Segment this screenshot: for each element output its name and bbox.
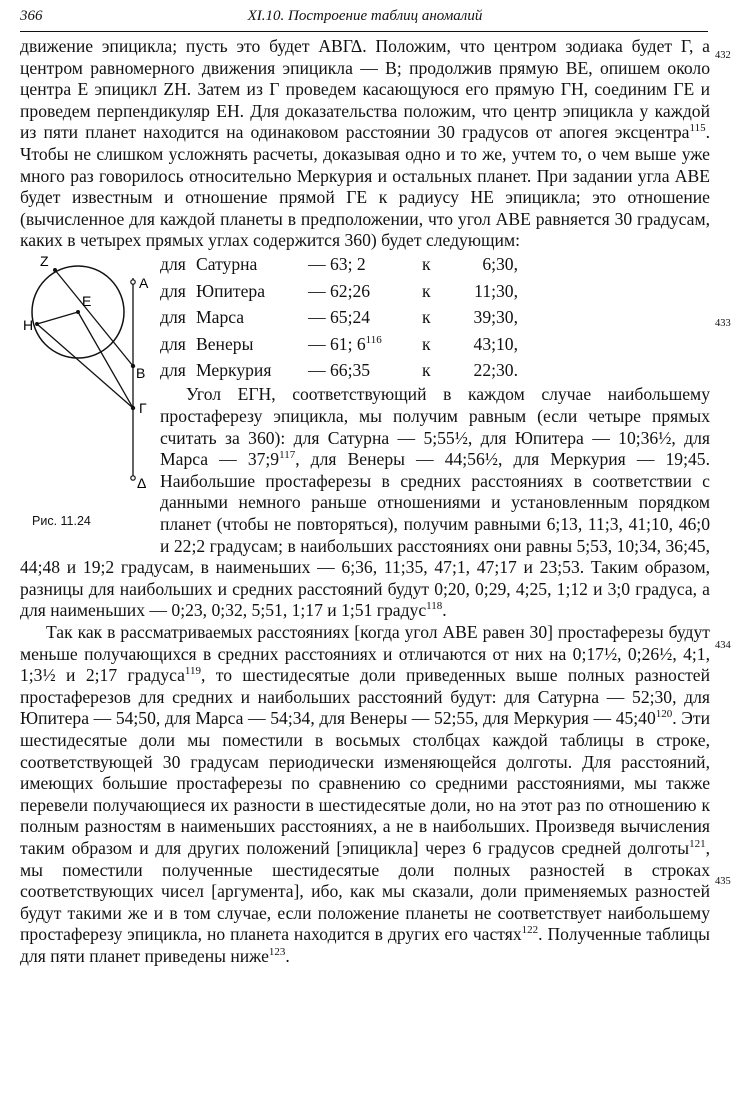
table-row: [160, 305, 518, 332]
label-a: A: [139, 274, 149, 291]
header-rule: [20, 31, 708, 32]
footnote-ref-120: 120: [655, 708, 673, 721]
paragraph-3-text-e: . Полученные таблицы для пяти планет приведены ниже: [20, 924, 710, 966]
table-cell: — 62;26: [308, 280, 371, 301]
table-cell: к: [422, 254, 431, 275]
table-cell: [308, 331, 422, 358]
paragraph-3-text-c: . Эти шестидесятые доли мы поместили в восьмых столбцах каждой таблицы в строке, соответствующей 30 градусам периодически изменяющейся долготы. Для расстояний, имеющих большие простаферезы по сравнению со средними расстояниями, мы также перевели получающиеся их разности в шестидесятые доли, но на этот раз по отношению к полным разностям в наименьших расстояниях, а не в наибольших. Произведя вычисления таким образом и для других положений [эпицикла] через 6 градусов средней долготы: [20, 708, 711, 858]
footnote-ref-117: 117: [279, 449, 296, 462]
paragraph-1: [20, 36, 710, 252]
margin-number: 433: [715, 318, 731, 329]
figure-11-24: [20, 256, 160, 544]
table-cell: 22;30.: [473, 360, 518, 381]
label-e: E: [82, 292, 92, 309]
line-g-h: [37, 324, 133, 408]
table-cell: — 63; 2: [308, 254, 366, 275]
line-g-e: [78, 312, 133, 408]
table-cell: 39;30,: [473, 307, 518, 328]
table-cell: для: [160, 254, 186, 275]
footnote-ref-123: 123: [268, 945, 286, 958]
running-header: [20, 6, 710, 30]
figure-caption: Рис. 11.24: [32, 513, 91, 528]
page-number: 366: [20, 8, 43, 24]
header-title: XI.10. Построение таблиц аномалий: [247, 8, 483, 24]
table-row: [160, 278, 518, 305]
paragraph-1-text-a: движение эпицикла; пусть это будет ΑΒΓΔ. Положим, что центром зодиака будет Γ, а центром равномерного движения эпицикла — B; продолжив прямую BE, опишем около центра E эпицикл ZH. Затем из Γ проведем касающуюся его прямую ΓH, соединим ΓE и проведем перпендикуляр EH. Для доказательства положим, что центр эпицикла у каждой из пяти планет находится на одинаковом расстоянии 30 градусов от апогея эксцентра: [20, 36, 710, 143]
ratio-value: — 61; 6: [308, 333, 366, 354]
footnote-ref-122: 122: [521, 924, 539, 937]
paragraph-3: [20, 622, 710, 968]
table-cell: для: [160, 307, 186, 328]
label-h: H: [23, 316, 34, 333]
table-cell: Юпитера: [196, 280, 266, 301]
footnote-ref-118: 118: [426, 600, 443, 613]
paragraph-3-text-a: Так как в рассматриваемых расстояниях [когда угол ΑΒΕ равен 30] простаферезы будут меньше получающихся в средних расстояниях и отличаются от них на 0;17½, 0;26½, 4;1, 1;3½ и 2;17 градуса: [20, 621, 710, 686]
table-row: [160, 331, 518, 358]
footnote-ref-116: 116: [365, 333, 382, 346]
paragraph-1-text-b: . Чтобы не слишком усложнять расчеты, доказывая одно и то же, учтем то, о чем выше уже много раз говорилось относительно Меркурия и остальных планет. При задании угла ΑΒΕ будет известным и отношение прямой ΓΕ к радиусу HE эпицикла; это отношение (вычисленное для каждой планеты в предположении, что угол ΑΒΕ равняется 30 градусам, каких в четырех прямых углах содержится 360) будет следующим:: [20, 122, 710, 251]
line-h-e: [37, 312, 78, 324]
table-cell: — 65;24: [308, 307, 371, 328]
paragraph-3-text-f: .: [285, 945, 290, 966]
paragraph-2-text-b: , для Венеры — 44;56½, для Меркурия — 19;45. Наибольшие простаферезы в средних расстояниях в соответствии с данными немного раньше отношениями и установленным порядком планет (чтобы не повторяться), получим равными 6;13, 11;3, 41;10, 46;0 и 22;2 градусам; в наибольших расстояниях они равны 5;53, 10;34, 36;45, 44;48 и 19;2 градусам, в наименьших — 6;36, 11;35, 47;1, 47;17 и 23;53. Таким образом, разницы для наибольших и средних расстояний будут 0;20, 0;29, 4;25, 1;12 и 3;0 градуса, а для наименьших — 0;23, 0;32, 5;51, 1;17 и 1;51 градус: [20, 449, 710, 621]
point-a: [131, 280, 135, 284]
table-cell: Сатурна: [196, 254, 258, 275]
table-cell: Меркурия: [196, 360, 272, 381]
paragraph-2-text-c: .: [442, 600, 447, 621]
table-cell: к: [422, 333, 431, 354]
label-g: Γ: [139, 399, 147, 416]
table-cell: — 66;35: [308, 360, 371, 381]
ratio-table: [160, 252, 518, 385]
point-d: [131, 476, 135, 480]
line-b-z: [55, 270, 133, 366]
page-body: [20, 36, 710, 967]
point-z: [53, 268, 57, 272]
epicycle-diagram: [20, 256, 160, 506]
label-b: B: [136, 364, 146, 381]
point-g: [131, 406, 135, 410]
footnote-ref-119: 119: [184, 665, 202, 678]
point-e: [76, 310, 80, 314]
footnote-ref-121: 121: [689, 837, 706, 850]
margin-number: 435: [715, 876, 731, 887]
label-z: Z: [40, 255, 49, 269]
margin-number: 432: [715, 50, 731, 61]
table-cell: 6;30,: [482, 254, 518, 275]
table-cell: 11;30,: [474, 280, 518, 301]
paragraph-3-text-b: , то шестидесятые доли приведенных выше полных разностей простаферезов для средних и наибольших расстояний будут: для Сатурна — 52;30, для Юпитера — 54;50, для Марса — 54;34, для Венеры — 52;55, для Меркурия — 45;40: [20, 665, 710, 729]
table-cell: к: [422, 307, 431, 328]
table-row: [160, 358, 518, 385]
point-b: [131, 364, 135, 368]
margin-number: 434: [715, 640, 731, 651]
table-cell: к: [422, 280, 431, 301]
paragraph-3-text-d: , мы поместили полученные шестидесятые доли полных разностей в строках соответствующих чисел [аргумента], ибо, как мы сказали, доли применяемых разностей будут такими же и в том случае, если положение планеты не соответствует наибольшему простаферезу эпицикла, но планета находится в других его частях: [20, 837, 710, 945]
table-cell: для: [160, 280, 186, 301]
table-cell: Венеры: [196, 333, 254, 354]
label-d: Δ: [137, 474, 147, 491]
table-row: [160, 252, 518, 279]
table-cell: 43;10,: [473, 333, 518, 354]
paragraph-2-text-a: Угол ΕΓΗ, соответствующий в каждом случае наибольшему простаферезу эпицикла, мы получим равным (если четыре прямых считать за 360): для Сатурна — 5;55½, для Юпитера — 10;36½, для Марса — 37;9: [160, 384, 710, 470]
table-cell: к: [422, 360, 431, 381]
table-cell: для: [160, 360, 186, 381]
table-cell: для: [160, 333, 186, 354]
footnote-ref-115: 115: [689, 122, 706, 135]
table-cell: Марса: [196, 307, 245, 328]
point-h: [35, 322, 39, 326]
